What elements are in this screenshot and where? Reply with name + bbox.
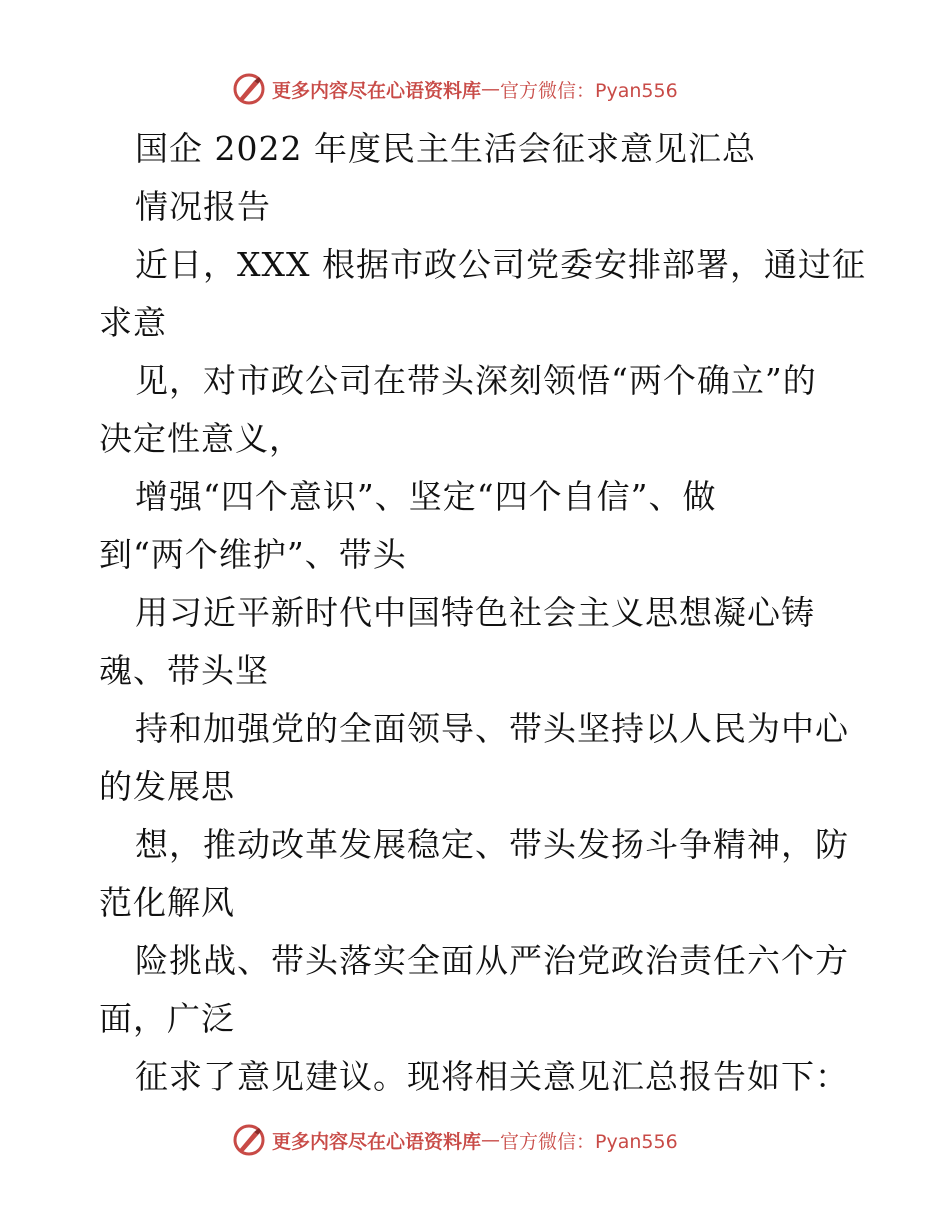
banner-separator: — (481, 1129, 501, 1151)
body-line: 见，对市政公司在带头深刻领悟“两个确立”的 (135, 361, 817, 400)
body-line: 增强“四个意识”、坚定“四个自信”、做 (135, 477, 717, 516)
body-line: 近日，XXX 根据市政公司党委安排部署，通过征 (135, 245, 866, 284)
body-line: 范化解风 (99, 883, 235, 922)
document-subtitle: 情况报告 (135, 187, 271, 226)
pen-logo-icon (232, 72, 266, 106)
body-line: 的发展思 (99, 767, 235, 806)
body-line: 决定性意义， (99, 419, 303, 458)
body-line: 想，推动改革发展稳定、带头发扬斗争精神，防 (135, 825, 849, 864)
body-line: 用习近平新时代中国特色社会主义思想凝心铸 (135, 593, 815, 632)
banner-site-text: 更多内容尽在心语资料库 (272, 79, 482, 102)
pen-logo-icon (232, 1123, 266, 1157)
document-title: 国企 2022 年度民主生活会征求意见汇总 (135, 129, 756, 168)
header-banner (232, 72, 678, 106)
body-line: 险挑战、带头落实全面从严治党政治责任六个方 (135, 941, 849, 980)
body-line: 面，广泛 (99, 999, 235, 1038)
body-line: 到“两个维护”、带头 (99, 535, 407, 574)
body-line: 征求了意见建议。现将相关意见汇总报告如下： (135, 1057, 849, 1096)
body-line: 持和加强党的全面领导、带头坚持以人民为中心 (135, 709, 849, 748)
footer-banner (232, 1123, 678, 1157)
banner-site-text: 更多内容尽在心语资料库 (272, 1130, 482, 1153)
banner-separator: — (481, 78, 501, 100)
banner-contact-text: 官方微信：Pyan556 (500, 1130, 678, 1153)
banner-contact-text: 官方微信：Pyan556 (500, 79, 678, 102)
body-line: 魂、带头坚 (99, 651, 269, 690)
body-line: 求意 (99, 303, 167, 342)
